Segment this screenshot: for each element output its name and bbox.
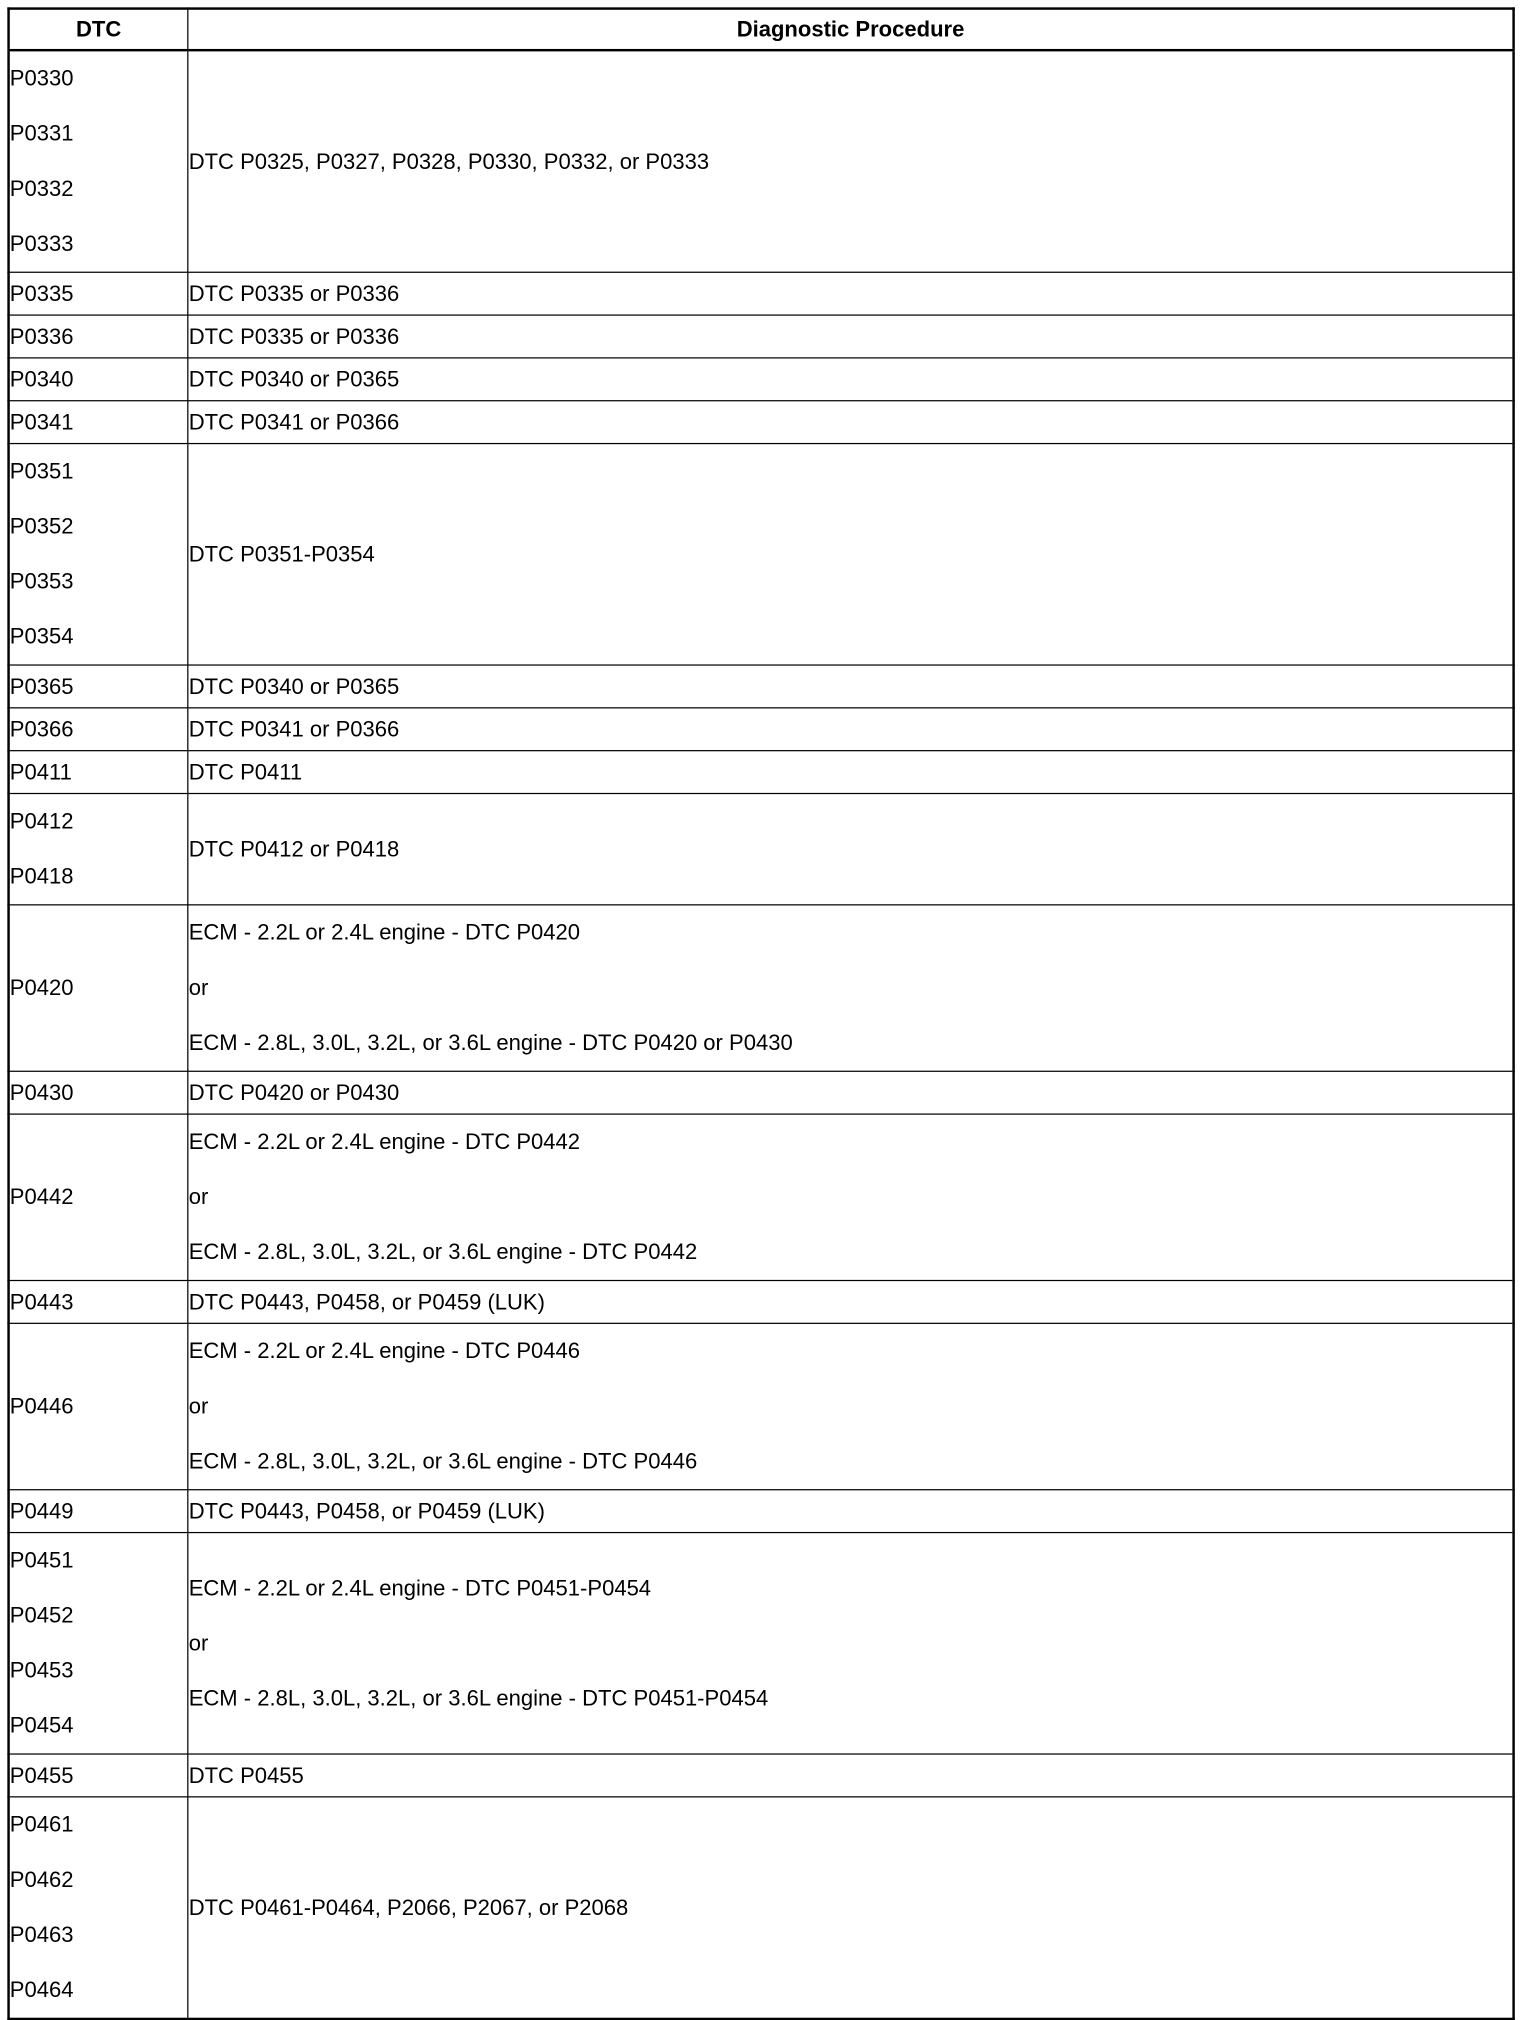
dtc-code: P0442 (9, 1184, 74, 1209)
procedure-line: DTC P0411 (188, 759, 303, 785)
dtc-code: P0330 (9, 66, 74, 91)
procedure-line: DTC P0412 or P0418 (188, 836, 400, 861)
procedure-line: ECM - 2.2L or 2.4L engine - DTC P0451-P0454 (188, 1575, 652, 1600)
procedure-cell (188, 1754, 1514, 1797)
procedure-cell (188, 272, 1514, 315)
dtc-code-cell (9, 1797, 189, 2019)
dtc-code: P0354 (9, 624, 74, 649)
procedure-line: or (188, 975, 209, 1000)
procedure-line: DTC P0443, P0458, or P0459 (LUK) (188, 1498, 545, 1524)
procedure-line: DTC P0461-P0464, P2066, P2067, or P2068 (188, 1894, 629, 1920)
dtc-code: P0352 (9, 513, 74, 539)
dtc-code-cell (9, 1490, 189, 1533)
procedure-cell (188, 905, 1514, 1071)
procedure-line: DTC P0455 (188, 1763, 304, 1788)
table-row (9, 1280, 1514, 1323)
table-header-row (9, 9, 1514, 51)
procedure-cell (188, 401, 1514, 444)
dtc-code: P0351 (9, 458, 74, 484)
table-row (9, 708, 1514, 751)
dtc-code-cell (9, 1533, 189, 1754)
dtc-code: P0451 (9, 1547, 74, 1573)
dtc-code: P0353 (9, 568, 74, 594)
table-row (9, 1114, 1514, 1280)
table-row (9, 50, 1514, 272)
table-row (9, 444, 1514, 665)
dtc-code-cell (9, 751, 189, 794)
procedure-cell (188, 444, 1514, 665)
dtc-code: P0454 (9, 1713, 74, 1738)
procedure-line: DTC P0325, P0327, P0328, P0330, P0332, or P0333 (188, 148, 710, 174)
dtc-code: P0366 (9, 717, 74, 742)
dtc-code: P0462 (9, 1867, 74, 1892)
procedure-cell (188, 315, 1514, 358)
procedure-cell (188, 1490, 1514, 1533)
procedure-cell (188, 1533, 1514, 1754)
dtc-code: P0455 (9, 1763, 74, 1788)
procedure-line: DTC P0341 or P0366 (188, 409, 400, 435)
procedure-cell (188, 794, 1514, 905)
table-row (9, 1490, 1514, 1533)
table-row (9, 401, 1514, 444)
procedure-line: DTC P0341 or P0366 (188, 717, 400, 742)
dtc-code-cell (9, 665, 189, 708)
dtc-code: P0443 (9, 1289, 74, 1315)
table-row (9, 1797, 1514, 2019)
procedure-cell (188, 1071, 1514, 1114)
table-row (9, 1323, 1514, 1489)
dtc-code: P0412 (9, 808, 74, 834)
procedure-line: ECM - 2.8L, 3.0L, 3.2L, or 3.6L engine - DTC P0442 (188, 1239, 698, 1264)
table-row (9, 665, 1514, 708)
dtc-code: P0341 (9, 409, 74, 435)
procedure-line: or (188, 1393, 209, 1419)
dtc-code: P0335 (9, 281, 74, 306)
dtc-code-cell (9, 444, 189, 665)
table-row (9, 751, 1514, 794)
dtc-code-cell (9, 1114, 189, 1280)
table-row (9, 358, 1514, 401)
dtc-code: P0332 (9, 176, 74, 201)
dtc-code-cell (9, 794, 189, 905)
procedure-cell (188, 1797, 1514, 2019)
dtc-code: P0449 (9, 1498, 74, 1524)
procedure-line: DTC P0443, P0458, or P0459 (LUK) (188, 1289, 545, 1315)
dtc-code-cell (9, 708, 189, 751)
table-row (9, 272, 1514, 315)
procedure-line: or (188, 1630, 209, 1655)
procedure-line: DTC P0340 or P0365 (188, 367, 400, 392)
table-row (9, 1533, 1514, 1754)
dtc-code: P0365 (9, 674, 74, 699)
dtc-code: P0333 (9, 231, 74, 256)
table-row (9, 1754, 1514, 1797)
dtc-code: P0453 (9, 1657, 74, 1683)
dtc-code: P0463 (9, 1922, 74, 1947)
procedure-cell (188, 665, 1514, 708)
procedure-cell (188, 50, 1514, 272)
dtc-code: P0340 (9, 367, 74, 392)
dtc-code-cell (9, 1323, 189, 1489)
procedure-line: ECM - 2.2L or 2.4L engine - DTC P0442 (188, 1129, 581, 1154)
dtc-code: P0418 (9, 863, 74, 889)
procedure-cell (188, 358, 1514, 401)
dtc-code: P0430 (9, 1080, 74, 1105)
procedure-cell (188, 1114, 1514, 1280)
dtc-code-cell (9, 401, 189, 444)
table-row (9, 1071, 1514, 1114)
procedure-line: DTC P0351-P0354 (188, 541, 375, 566)
dtc-code: P0461 (9, 1812, 74, 1837)
procedure-line: ECM - 2.8L, 3.0L, 3.2L, or 3.6L engine - DTC P0420 or P0430 (188, 1030, 793, 1055)
dtc-code-cell (9, 50, 189, 272)
dtc-code: P0446 (9, 1393, 74, 1419)
dtc-code-cell (9, 358, 189, 401)
procedure-line: DTC P0420 or P0430 (188, 1080, 400, 1105)
dtc-code-cell (9, 315, 189, 358)
procedure-column-header: Diagnostic Procedure (188, 9, 1514, 51)
dtc-code-cell (9, 272, 189, 315)
dtc-code: P0411 (9, 759, 72, 785)
procedure-line: DTC P0340 or P0365 (188, 674, 400, 699)
procedure-line: ECM - 2.8L, 3.0L, 3.2L, or 3.6L engine - DTC P0451-P0454 (188, 1685, 769, 1710)
table-body (9, 50, 1514, 2019)
dtc-code: P0452 (9, 1602, 74, 1628)
procedure-line: DTC P0335 or P0336 (188, 324, 400, 349)
procedure-cell (188, 1323, 1514, 1489)
dtc-column-header: DTC (9, 9, 189, 51)
table-row (9, 315, 1514, 358)
dtc-code: P0331 (9, 121, 74, 146)
dtc-code: P0336 (9, 324, 74, 349)
procedure-cell (188, 1280, 1514, 1323)
table-row (9, 794, 1514, 905)
procedure-cell (188, 751, 1514, 794)
procedure-line: or (188, 1184, 209, 1209)
procedure-line: DTC P0335 or P0336 (188, 281, 400, 306)
dtc-code-cell (9, 1280, 189, 1323)
procedure-line: ECM - 2.2L or 2.4L engine - DTC P0446 (188, 1338, 581, 1364)
dtc-code: P0464 (9, 1977, 74, 2002)
dtc-table (7, 7, 1514, 2020)
procedure-line: ECM - 2.8L, 3.0L, 3.2L, or 3.6L engine - DTC P0446 (188, 1448, 698, 1474)
table-row (9, 905, 1514, 1071)
dtc-code-cell (9, 1754, 189, 1797)
procedure-cell (188, 708, 1514, 751)
dtc-code: P0420 (9, 975, 74, 1000)
dtc-code-cell (9, 905, 189, 1071)
dtc-code-cell (9, 1071, 189, 1114)
procedure-line: ECM - 2.2L or 2.4L engine - DTC P0420 (188, 920, 581, 945)
